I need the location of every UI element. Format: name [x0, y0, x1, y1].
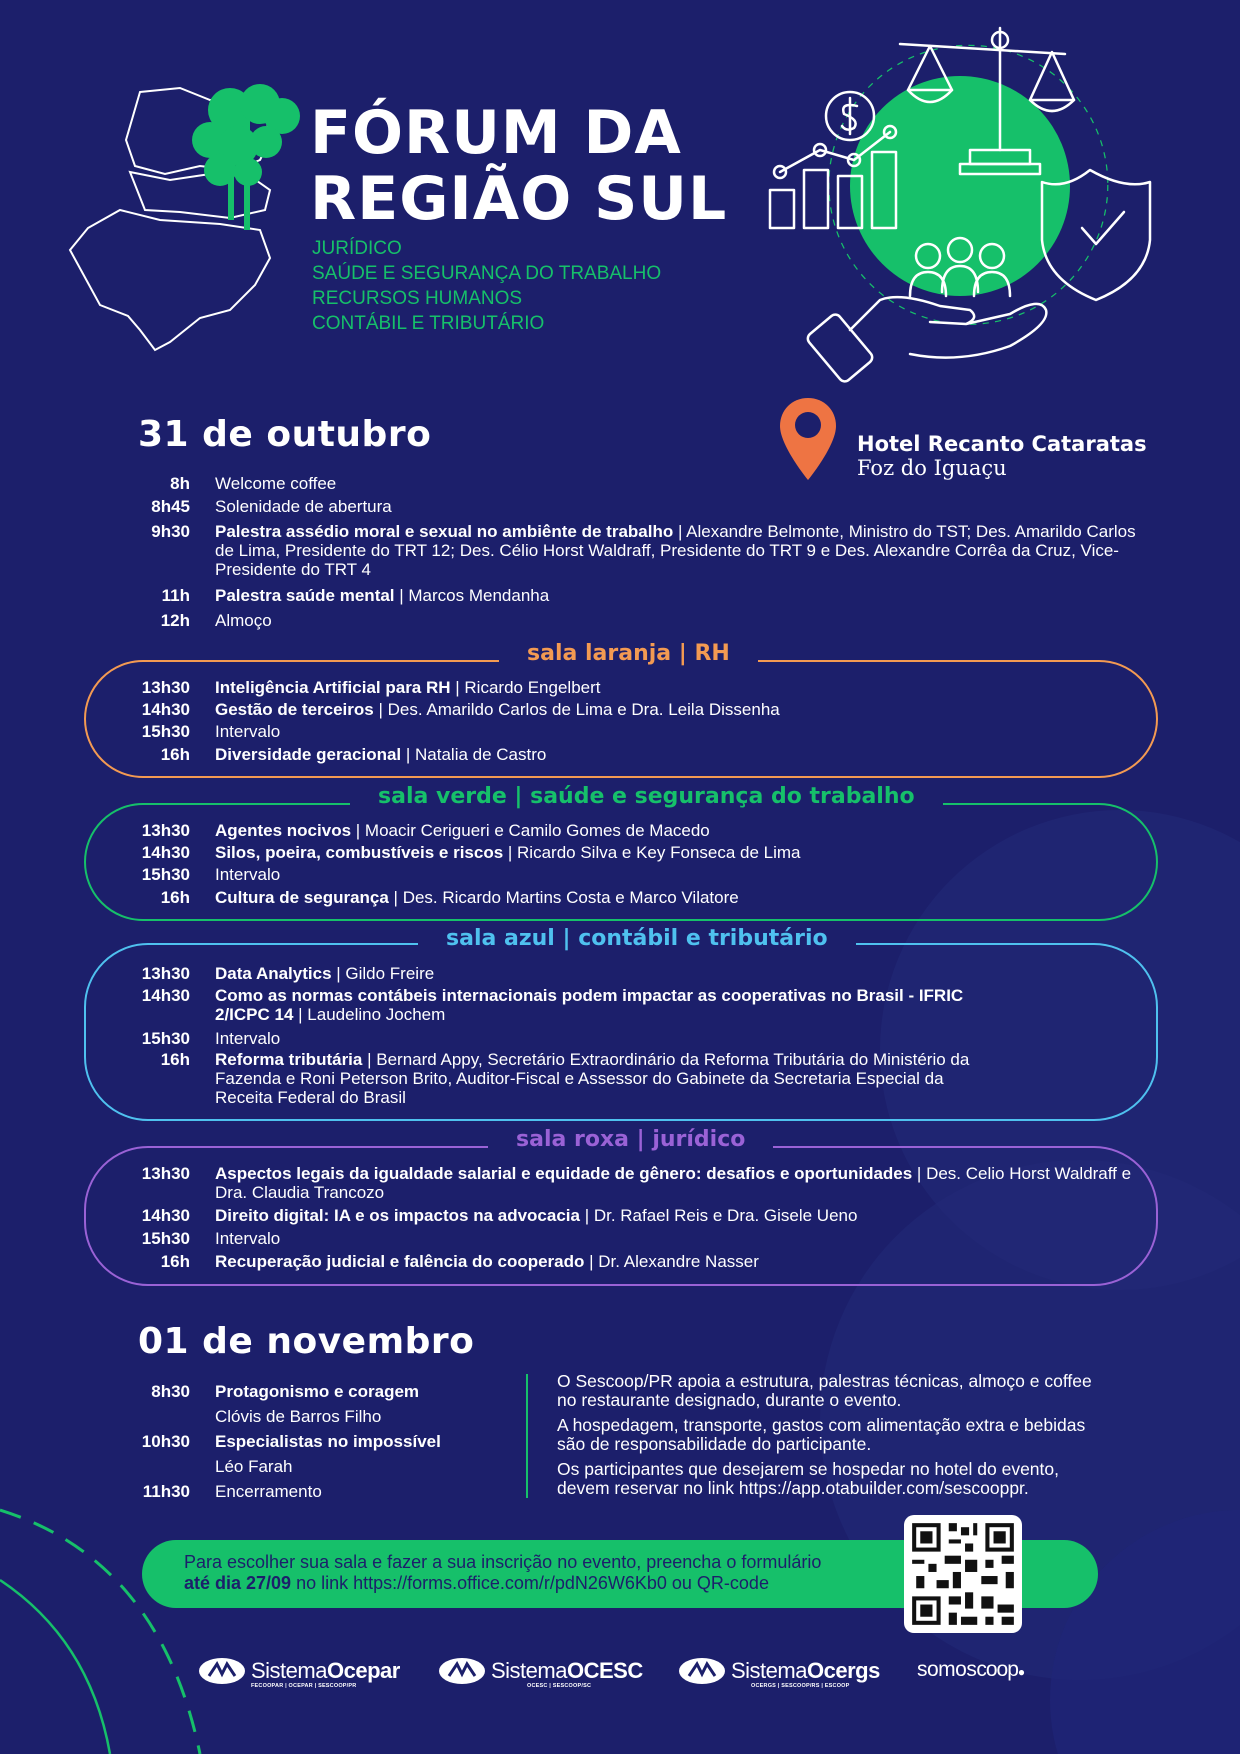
- session-title: Data Analytics: [215, 964, 332, 983]
- session-details: Intervalo: [215, 722, 281, 741]
- schedule-time: 11h: [161, 586, 190, 605]
- note-line: no restaurante designado, durante o evento.: [557, 1390, 902, 1410]
- schedule-content: [215, 678, 1115, 697]
- area-item: SAÚDE E SEGURANÇA DO TRABALHO: [312, 263, 662, 284]
- title-line-1: FÓRUM DA: [310, 98, 682, 168]
- schedule-time: 14h30: [141, 843, 190, 862]
- note-line: devem reservar no link https://app.otabuilder.com/sescooppr.: [557, 1478, 1029, 1498]
- schedule-time: 13h30: [141, 678, 190, 697]
- themes-illustration: [760, 10, 1170, 400]
- session-title: Cultura de segurança: [215, 888, 389, 907]
- session-title: Recuperação judicial e falência do cooperado: [215, 1252, 585, 1271]
- qr-code-icon: [904, 1515, 1022, 1633]
- room-green-title: sala verde | saúde e segurança do trabalho: [350, 784, 943, 809]
- venue-name: Hotel Recanto Cataratas: [857, 432, 1147, 456]
- session-details: | Dr. Rafael Reis e Dra. Gisele Ueno: [579, 1206, 858, 1225]
- schedule-content: [215, 964, 995, 983]
- schedule-time: 14h30: [141, 1206, 190, 1225]
- logo-name: Ocepar: [326, 1658, 400, 1683]
- session-title: Palestra assédio moral e sexual no ambiênte de trabalho: [215, 522, 674, 541]
- session-details: Intervalo: [215, 1029, 281, 1048]
- session-details: | Marcos Mendanha: [394, 586, 550, 605]
- schedule-content: [215, 586, 1140, 605]
- note-item: [557, 1460, 1059, 1498]
- session-details: Welcome coffee: [215, 474, 337, 493]
- room-orange-title: sala laranja | RH: [499, 641, 758, 666]
- location-pin-icon: [778, 396, 838, 482]
- session-details: | Natalia de Castro: [401, 745, 547, 764]
- session-title: Diversidade geracional: [215, 745, 402, 764]
- session-title: Direito digital: IA e os impactos na advocacia: [215, 1206, 580, 1225]
- logo-prefix: somos: [917, 1658, 977, 1681]
- session-details: | Alexandre Belmonte, Ministro do TST; Des. Amarildo Carlos de Lima, Presidente do TRT 12; Des. Célio Horst Waldraff, Presidente do TRT 9 e Des. Alexandre Corrêa da Cruz, Vice-Presidente do TRT 4: [215, 522, 1136, 579]
- logo-prefix: Sistema: [491, 1658, 567, 1683]
- session-title: Agentes nocivos: [215, 821, 352, 840]
- schedule-content: [215, 1382, 515, 1401]
- note-line: O Sescoop/PR apoia a estrutura, palestras técnicas, almoço e coffee: [557, 1371, 1092, 1391]
- schedule-content: [215, 1482, 515, 1501]
- schedule-time: 15h30: [141, 1229, 190, 1248]
- registration-text: [184, 1552, 821, 1594]
- area-item: CONTÁBIL E TRIBUTÁRIO: [312, 313, 545, 334]
- schedule-content: [215, 1050, 995, 1107]
- room-blue-title: sala azul | contábil e tributário: [418, 926, 856, 951]
- session-details: | Ricardo Engelbert: [450, 678, 601, 697]
- note-item: [557, 1416, 1085, 1454]
- schedule-time: 9h30: [151, 522, 190, 541]
- schedule-time: 14h30: [141, 986, 190, 1005]
- session-details: Solenidade de abertura: [215, 497, 392, 516]
- schedule-content: [215, 1164, 1140, 1202]
- schedule-content: [215, 1432, 515, 1451]
- schedule-content: [215, 522, 1140, 579]
- logo-name: coop: [976, 1658, 1018, 1681]
- south-region-map-illustration: [60, 80, 310, 360]
- session-title: Reforma tributária: [215, 1050, 363, 1069]
- schedule-time: 16h: [160, 745, 190, 764]
- area-item: RECURSOS HUMANOS: [312, 288, 523, 309]
- logo-subtitle: FECOOPAR | OCEPAR | SESCOOP/PR: [251, 1683, 357, 1689]
- schedule-content: [215, 611, 1140, 630]
- note-line: são de responsabilidade do participante.: [557, 1434, 872, 1454]
- schedule-time: 15h30: [141, 865, 190, 884]
- session-details: Encerramento: [215, 1482, 322, 1501]
- schedule-time: 8h: [170, 474, 190, 493]
- cooperative-logo-icon: [197, 1654, 247, 1688]
- session-details: | Des. Ricardo Martins Costa e Marco Vilatore: [388, 888, 739, 907]
- logo-name: OCESC: [566, 1658, 643, 1683]
- qr-code[interactable]: [904, 1515, 1022, 1633]
- session-details: Intervalo: [215, 1229, 281, 1248]
- schedule-time: 11h30: [142, 1482, 190, 1501]
- schedule-time: 15h30: [141, 722, 190, 741]
- schedule-content: [215, 986, 995, 1024]
- logo-prefix: Sistema: [731, 1658, 807, 1683]
- room-purple-title: sala roxa | jurídico: [488, 1127, 773, 1152]
- registration-deadline: até dia 27/09: [184, 1573, 292, 1593]
- cooperative-logo-icon: [677, 1654, 727, 1688]
- session-details: Almoço: [215, 611, 272, 630]
- schedule-content: [215, 888, 1115, 907]
- session-details: | Des. Celio Horst Waldraff e Dra. Claudia Trancozo: [215, 1164, 1132, 1202]
- note-line: A hospedagem, transporte, gastos com alimentação extra e bebidas: [557, 1415, 1086, 1435]
- session-details: Intervalo: [215, 865, 281, 884]
- schedule-content: [215, 745, 1115, 764]
- schedule-content: [215, 497, 1140, 516]
- note-line: Os participantes que desejarem se hospedar no hotel do evento,: [557, 1459, 1059, 1479]
- title-line-2: REGIÃO SUL: [310, 164, 728, 234]
- session-title: Como as normas contábeis internacionais podem impactar as cooperativas no Brasil - IFRIC 2/ICPC 14: [215, 986, 964, 1024]
- area-item: JURÍDICO: [312, 238, 402, 259]
- schedule-content: [215, 1206, 1140, 1225]
- day1-date: 31 de outubro: [138, 414, 432, 455]
- session-details: | Moacir Cerigueri e Camilo Gomes de Macedo: [351, 821, 710, 840]
- session-title: Aspectos legais da igualdade salarial e equidade de gênero: desafios e oportunidades: [215, 1164, 913, 1183]
- schedule-content: [215, 474, 1140, 493]
- schedule-time: 10h30: [141, 1432, 190, 1451]
- schedule-time: 13h30: [141, 821, 190, 840]
- schedule-time: 8h45: [151, 497, 190, 516]
- schedule-time: 16h: [160, 888, 190, 907]
- schedule-content: [215, 722, 1115, 741]
- registration-link[interactable]: no link https://forms.office.com/r/pdN26W6Kb0 ou QR-code: [291, 1573, 769, 1593]
- logo-name: Ocergs: [806, 1658, 880, 1683]
- session-title: Silos, poeira, combustíveis e riscos: [215, 843, 504, 862]
- venue-city: Foz do Iguaçu: [857, 456, 1007, 480]
- schedule-content: [215, 1252, 1140, 1271]
- note-item: [557, 1372, 1092, 1410]
- session-details: | Gildo Freire: [331, 964, 435, 983]
- event-title: [310, 100, 727, 232]
- schedule-time: 12h: [160, 611, 190, 630]
- session-title: Protagonismo e coragem: [215, 1382, 420, 1401]
- session-details: Clóvis de Barros Filho: [215, 1407, 382, 1426]
- schedule-time: 16h: [160, 1252, 190, 1271]
- schedule-content: [215, 843, 1115, 862]
- schedule-time: 15h30: [141, 1029, 190, 1048]
- schedule-content: [215, 1029, 995, 1048]
- schedule-time: 13h30: [141, 964, 190, 983]
- schedule-content: [215, 1229, 1140, 1248]
- schedule-content: [215, 821, 1115, 840]
- schedule-time: 14h30: [141, 700, 190, 719]
- session-details: | Laudelino Jochem: [293, 1005, 446, 1024]
- divider: [526, 1374, 528, 1498]
- session-title: Inteligência Artificial para RH: [215, 678, 451, 697]
- registration-line-1: Para escolher sua sala e fazer a sua inscrição no evento, preencha o formulário: [184, 1552, 822, 1572]
- schedule-content: [215, 700, 1115, 719]
- logo-prefix: Sistema: [251, 1658, 327, 1683]
- topic-areas: [312, 236, 661, 336]
- logo-subtitle: OCESC | SESCOOP/SC: [527, 1683, 592, 1689]
- session-details: | Ricardo Silva e Key Fonseca de Lima: [503, 843, 801, 862]
- schedule-time: 16h: [160, 1050, 190, 1069]
- session-title: Palestra saúde mental: [215, 586, 395, 605]
- schedule-time: 8h30: [151, 1382, 190, 1401]
- session-details: | Dr. Alexandre Nasser: [584, 1252, 759, 1271]
- session-title: Gestão de terceiros: [215, 700, 374, 719]
- session-details: Léo Farah: [215, 1457, 293, 1476]
- session-details: | Bernard Appy, Secretário Extraordinário da Reforma Tributária do Ministério da Fazenda e Roni Peterson Brito, Auditor-Fiscal e Assessor do Gabinete da Secretaria Especial da Receita Federal do Brasil: [215, 1050, 970, 1107]
- schedule-time: 13h30: [141, 1164, 190, 1183]
- schedule-content: [215, 1407, 515, 1426]
- session-title: Especialistas no impossível: [215, 1432, 441, 1451]
- schedule-content: [215, 865, 1115, 884]
- logo-subtitle: OCERGS | SESCOOP/RS | ESCOOP: [751, 1683, 850, 1689]
- day2-date: 01 de novembro: [138, 1321, 475, 1362]
- session-details: | Des. Amarildo Carlos de Lima e Dra. Leila Dissenha: [373, 700, 780, 719]
- schedule-content: [215, 1457, 515, 1476]
- cooperative-logo-icon: [437, 1654, 487, 1688]
